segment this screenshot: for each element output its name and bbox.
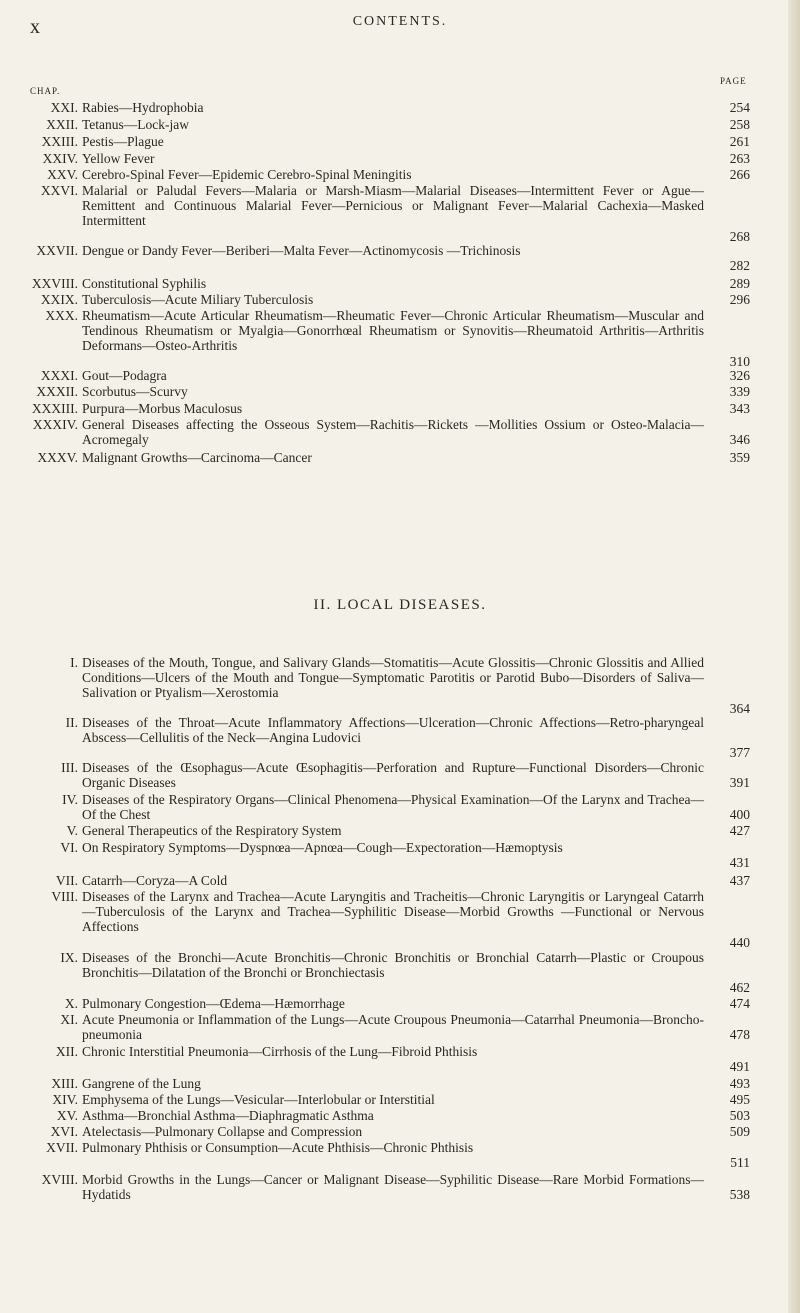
chapter-number: XI. bbox=[60, 1012, 78, 1027]
chapter-number: XXIX. bbox=[40, 292, 78, 307]
chapter-title: Pulmonary Phthisis or Consumption—Acute Phthisis—Chronic Phthisis bbox=[82, 1140, 474, 1155]
page-number: 268 bbox=[729, 228, 750, 244]
chapter-title: Gout—Podagra bbox=[82, 368, 167, 383]
chapter-title: Constitutional Syphilis bbox=[82, 276, 207, 291]
chapter-number: XXXIV. bbox=[32, 417, 78, 432]
chapter-number: XXXI. bbox=[40, 368, 78, 383]
chapter-number: XXVIII. bbox=[31, 276, 78, 291]
chapter-title: General Diseases affecting the Osseous System—Rachitis—Rickets —Mollities Ossium or Osteo-Malacia—Acromegaly bbox=[82, 417, 704, 448]
page-number: 346 bbox=[729, 432, 750, 448]
chapter-number: XXI. bbox=[50, 100, 78, 115]
chapter-title: Chronic Interstitial Pneumonia—Cirrhosis of the Lung—Fibroid Phthisis bbox=[82, 1044, 478, 1059]
page-number: 310 bbox=[729, 353, 750, 369]
chapter-title: Asthma—Bronchial Asthma—Diaphragmatic Asthma bbox=[82, 1108, 374, 1123]
page-number: 289 bbox=[729, 276, 750, 291]
page-number: 263 bbox=[729, 151, 750, 166]
chapter-number: XXIV. bbox=[42, 151, 78, 166]
page-number: 266 bbox=[729, 167, 750, 182]
chapter-title: Rheumatism—Acute Articular Rheumatism—Rheumatic Fever—Chronic Articular Rheumatism—Muscular and Tendinous Rheumatism or Myalgia—Gonorrhœal Rheumatism or Synovitis—Rheumatoid Arthritis—Arthritis Deformans—Osteo-Arthritis bbox=[82, 308, 704, 354]
page-number: 326 bbox=[729, 368, 750, 383]
chapter-title: General Therapeutics of the Respiratory System bbox=[82, 823, 342, 838]
chapter-number: XVII. bbox=[46, 1140, 78, 1155]
chapter-title: Tetanus—Lock-jaw bbox=[82, 117, 190, 132]
page-number: 437 bbox=[729, 873, 750, 888]
page-number: 258 bbox=[729, 117, 750, 132]
page-number: 538 bbox=[729, 1187, 750, 1203]
chapter-number: VI. bbox=[60, 840, 78, 855]
page-number: 261 bbox=[729, 134, 750, 149]
page-number: 495 bbox=[729, 1092, 750, 1107]
chapter-number: XIV. bbox=[52, 1092, 78, 1107]
chapter-number: XXVI. bbox=[40, 183, 78, 198]
page-number: 391 bbox=[729, 775, 750, 791]
chapter-number: XXV. bbox=[47, 167, 78, 182]
page-number: 503 bbox=[729, 1108, 750, 1123]
chapter-title: Purpura—Morbus Maculosus bbox=[82, 401, 243, 416]
page-number: 339 bbox=[729, 384, 750, 399]
chapter-title: Malarial or Paludal Fevers—Malaria or Marsh-Miasm—Malarial Diseases—Intermittent Fever or Ague—Remittent and Continuous Malarial Fever—Pernicious or Malignant Fever—Malarial Cachexia—Masked Intermittent bbox=[82, 183, 704, 229]
chapter-title: Rabies—Hydrophobia bbox=[82, 100, 204, 115]
chapter-number: XVI. bbox=[50, 1124, 78, 1139]
chapter-number: III. bbox=[61, 760, 78, 775]
chapter-title: Diseases of the Mouth, Tongue, and Salivary Glands—Stomatitis—Acute Glossitis—Chronic Glossitis and Allied Conditions—Ulcers of the Mouth and Tongue—Symptomatic Parotitis or Parotid Bubo—Disorders of Saliva—Salivation or Ptyalism—Xerostomia bbox=[82, 655, 704, 701]
chapter-title: Pulmonary Congestion—Œdema—Hæmorrhage bbox=[82, 996, 345, 1011]
part-title: II. LOCAL DISEASES. bbox=[313, 597, 487, 613]
chapter-title: Diseases of the Throat—Acute Inflammatory Affections—Ulceration—Chronic Affections—Retro-pharyngeal Abscess—Cellulitis of the Neck—Angina Ludovici bbox=[82, 715, 704, 746]
chapter-title: Gangrene of the Lung bbox=[82, 1076, 201, 1091]
chapter-title: Pestis—Plague bbox=[82, 134, 164, 149]
chapter-number: XV. bbox=[56, 1108, 78, 1123]
chapter-number: XXXV. bbox=[37, 450, 78, 465]
page-number: 427 bbox=[729, 823, 750, 838]
chapter-title: Diseases of the Bronchi—Acute Bronchitis—Chronic Bronchitis or Bronchial Catarrh—Plastic or Croupous Bronchitis—Dilatation of the Bronchi or Bronchiectasis bbox=[82, 950, 704, 981]
page-number: 343 bbox=[729, 401, 750, 416]
chapter-title: Diseases of the Respiratory Organs—Clinical Phenomena—Physical Examination—Of the Larynx and Trachea—Of the Chest bbox=[82, 792, 704, 823]
chapter-title: Cerebro-Spinal Fever—Epidemic Cerebro-Spinal Meningitis bbox=[82, 167, 412, 182]
page-number: 491 bbox=[729, 1059, 750, 1075]
chapter-number: I. bbox=[70, 655, 78, 670]
chapter-title: Scorbutus—Scurvy bbox=[82, 384, 188, 399]
chapter-number: XXII. bbox=[46, 117, 78, 132]
page-number: 359 bbox=[729, 450, 750, 465]
chapter-title: Catarrh—Coryza—A Cold bbox=[82, 873, 228, 888]
page-number: 511 bbox=[730, 1155, 750, 1171]
page-number: 462 bbox=[729, 980, 750, 996]
page-number: 431 bbox=[729, 855, 750, 871]
chapter-number: XXVII. bbox=[36, 243, 78, 258]
page-number: 474 bbox=[729, 996, 750, 1011]
chapter-number: IV. bbox=[62, 792, 78, 807]
chapter-number: XXXII. bbox=[36, 384, 78, 399]
page-number: 400 bbox=[729, 807, 750, 823]
page-edge-shadow bbox=[788, 0, 800, 1313]
chapter-title: Yellow Fever bbox=[82, 151, 155, 166]
chapter-title: Morbid Growths in the Lungs—Cancer or Malignant Disease—Syphilitic Disease—Rare Morbid Formations—Hydatids bbox=[82, 1172, 704, 1203]
chapter-title: Dengue or Dandy Fever—Beriberi—Malta Fever—Actinomycosis —Trichinosis bbox=[82, 243, 521, 258]
chapter-number: V. bbox=[66, 823, 78, 838]
chapter-number: XXXIII. bbox=[31, 401, 78, 416]
page-number: 254 bbox=[729, 100, 750, 115]
chapter-number: XXIII. bbox=[41, 134, 78, 149]
page-number: 493 bbox=[729, 1076, 750, 1091]
page-number: 478 bbox=[729, 1027, 750, 1043]
chapter-title: Malignant Growths—Carcinoma—Cancer bbox=[82, 450, 312, 465]
chapter-title: On Respiratory Symptoms—Dyspnœa—Apnœa—Cough—Expectoration—Hæmoptysis bbox=[82, 840, 563, 855]
chapter-title: Acute Pneumonia or Inflammation of the Lungs—Acute Croupous Pneumonia—Catarrhal Pneumonia—Broncho-pneumonia bbox=[82, 1012, 704, 1043]
chapter-number: XIII. bbox=[51, 1076, 78, 1091]
chapter-number: VII. bbox=[55, 873, 78, 888]
chapter-number: XII. bbox=[55, 1044, 78, 1059]
chapter-number: IX. bbox=[60, 950, 78, 965]
chapter-number: X. bbox=[64, 996, 78, 1011]
chapter-title: Emphysema of the Lungs—Vesicular—Interlobular or Interstitial bbox=[82, 1092, 435, 1107]
chapter-title: Tuberculosis—Acute Miliary Tuberculosis bbox=[82, 292, 314, 307]
chap-label: CHAP. bbox=[30, 86, 61, 96]
chapter-title: Diseases of the Œsophagus—Acute Œsophagitis—Perforation and Rupture—Functional Disorders—Chronic Organic Diseases bbox=[82, 760, 704, 791]
chapter-number: VIII. bbox=[51, 889, 78, 904]
chapter-title: Diseases of the Larynx and Trachea—Acute Laryngitis and Tracheitis—Chronic Laryngitis or Laryngeal Catarrh—Tuberculosis of the Larynx and Trachea—Syphilitic Disease—Morbid Growths —Functional or Nervous Affections bbox=[82, 889, 704, 935]
page-label: PAGE bbox=[720, 76, 747, 86]
page-number: 364 bbox=[729, 700, 750, 716]
chapter-title: Atelectasis—Pulmonary Collapse and Compression bbox=[82, 1124, 363, 1139]
running-title: CONTENTS. bbox=[352, 14, 448, 29]
chapter-number: II. bbox=[65, 715, 78, 730]
chapter-number: XVIII. bbox=[41, 1172, 78, 1187]
page-number: 440 bbox=[729, 934, 750, 950]
page-letter: x bbox=[30, 16, 40, 38]
page-number: 377 bbox=[729, 745, 750, 761]
chapter-number: XXX. bbox=[45, 308, 78, 323]
page-number: 282 bbox=[729, 258, 750, 274]
page-number: 509 bbox=[729, 1124, 750, 1139]
page-number: 296 bbox=[729, 292, 750, 307]
